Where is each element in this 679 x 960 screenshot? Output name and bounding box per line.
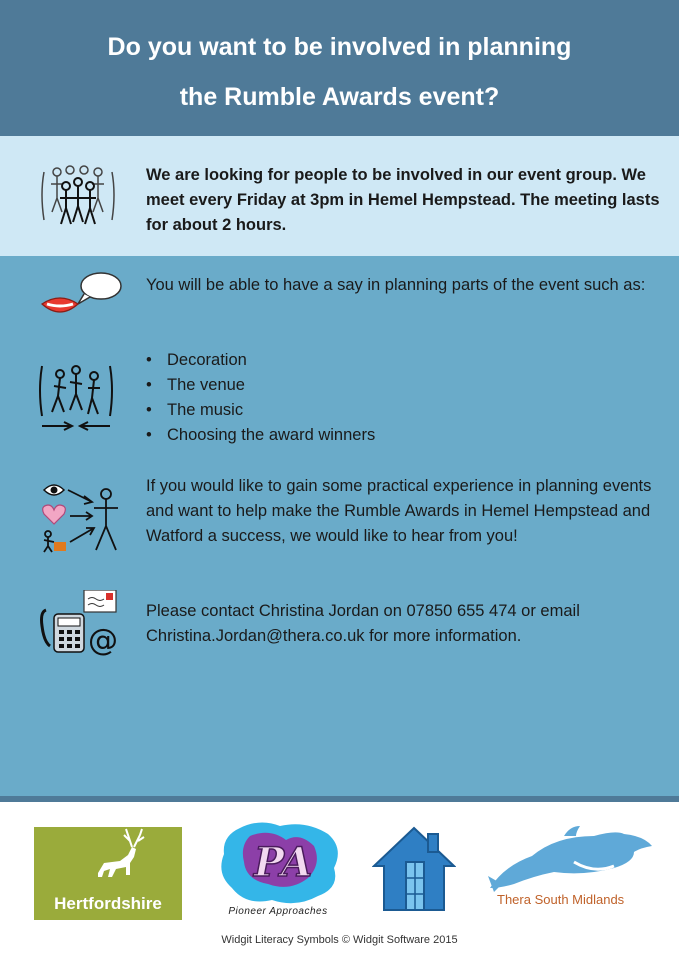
title-line-2: the Rumble Awards event? (179, 83, 500, 111)
divider-band (0, 796, 679, 802)
mouth-speech-icon (40, 270, 122, 322)
house-icon (372, 826, 456, 912)
group-people-icon (40, 164, 116, 230)
svg-text:PA: PA (254, 839, 313, 886)
phone-mail-at-icon (40, 590, 120, 660)
thera-label: Thera South Midlands (497, 892, 625, 907)
pioneer-approaches-label: Pioneer Approaches (228, 906, 328, 917)
contact-text: Please contact Christina Jordan on 07850 655 474 or email Christina.Jordan@thera.co.uk for more information. (146, 602, 580, 645)
stag-icon (34, 827, 182, 897)
dolphin-icon (484, 826, 656, 892)
list-item: • The venue (146, 373, 375, 398)
main-section (0, 256, 679, 796)
title-line-1: Do you want to be involved in planning (107, 33, 572, 61)
header-banner (0, 0, 679, 136)
list-item: • Choosing the award winners (146, 423, 375, 448)
intro-text: We are looking for people to be involved in our event group. We meet every Friday at 3pm in Hemel Hempstead. The meeting lasts for about 2 hours. (146, 166, 660, 234)
pioneer-approaches-logo (210, 818, 350, 908)
intro-section (0, 136, 679, 256)
eye-heart-person-icon (40, 480, 122, 556)
people-walking-icon (38, 362, 114, 432)
say-text: You will be able to have a say in planning parts of the event such as: (146, 276, 646, 294)
list-item: • The music (146, 398, 375, 423)
hertfordshire-logo (34, 827, 182, 920)
experience-text: If you would like to gain some practical experience in planning events and want to help make the Rumble Awards in Hemel Hempstead and Watford a success, we would like to hear from you! (146, 477, 652, 545)
svg-text:@: @ (88, 623, 118, 658)
footer-note: Widgit Literacy Symbols © Widgit Software 2015 (221, 934, 458, 946)
list-item: • Decoration (146, 348, 375, 373)
hertfordshire-label: Hertfordshire (54, 894, 162, 913)
event-parts-list (146, 348, 375, 448)
